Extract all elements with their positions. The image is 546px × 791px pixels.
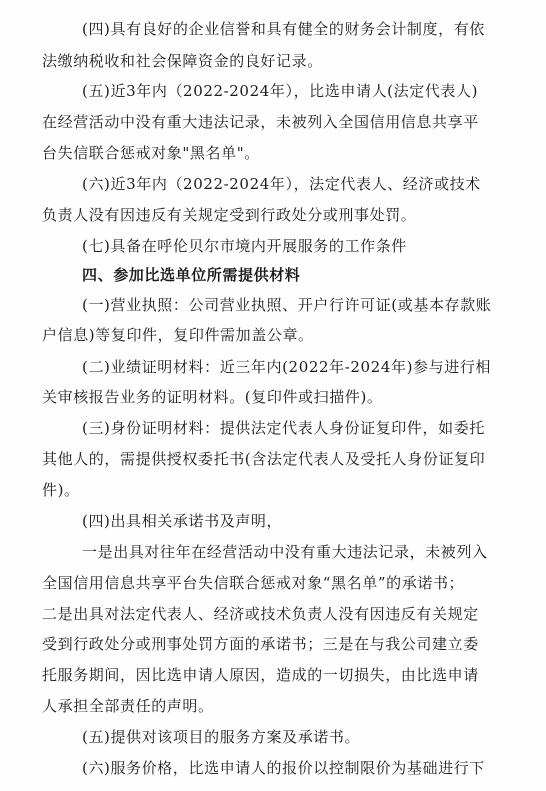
paragraph-line: (七)具备在呼伦贝尔市境内开展服务的工作条件 [82,237,407,255]
paragraph-line: 件)。 [42,481,80,499]
paragraph-line: 一是出具对往年在经营活动中没有重大违法记录，未被列入 [82,543,488,561]
paragraph-line: (三)身份证明材料：提供法定代表人身份证复印件，如委托 [82,419,485,437]
paragraph-line: (六)服务价格，比选申请人的报价以控制限价为基础进行下 [82,759,485,777]
paragraph-line: 托服务期间，因比选申请人原因，造成的一切损失，由比选申请 [42,666,479,684]
paragraph-line: 关审核报告业务的证明材料。(复印件或扫描件)。 [42,388,383,406]
paragraph-line: (一)营业执照：公司营业执照、开户行许可证(或基本存款账 [82,296,492,314]
paragraph-line: 台失信联合惩戒对象"黑名单"。 [42,144,260,162]
paragraph-line: 负责人没有因违反有关规定受到行政处分或刑事处罚。 [42,206,417,224]
paragraph-line: (二)业绩证明材料：近三年内(2022年-2024年)参与进行相 [82,358,492,376]
paragraph-line: 受到行政处分或刑事处罚方面的承诺书；三是在与我公司建立委 [42,635,479,653]
section-heading: 四、参加比选单位所需提供材料 [82,266,301,284]
paragraph-line: 全国信用信息共享平台失信联合惩戒对象“黑名单”的承诺书； [42,574,465,592]
paragraph-line: (五)近3年内（2022-2024年），比选申请人(法定代表人) [82,82,479,100]
paragraph-line: 法缴纳税收和社会保障资金的良好记录。 [42,52,323,70]
paragraph-line: 其他人的，需提供授权委托书(含法定代表人及受托人身份证复印 [42,450,486,468]
paragraph-line: (五)提供对该项目的服务方案及承诺书。 [82,728,361,746]
paragraph-line: (四)具有良好的企业信誉和具有健全的财务会计制度，有依 [82,20,485,38]
paragraph-line: 人承担全部责任的声明。 [42,697,214,715]
paragraph-line: 二是出具对法定代表人、经济或技术负责人没有因违反有关规定 [42,605,479,623]
paragraph-line: 户信息)等复印件，复印件需加盖公章。 [42,326,314,344]
paragraph-line: (六)近3年内（2022-2024年），法定代表人、经济或技术 [82,175,481,193]
paragraph-line: 在经营活动中没有重大违法记录，未被列入全国信用信息共享平 [42,113,479,131]
paragraph-line: (四)出具相关承诺书及声明， [82,512,283,530]
